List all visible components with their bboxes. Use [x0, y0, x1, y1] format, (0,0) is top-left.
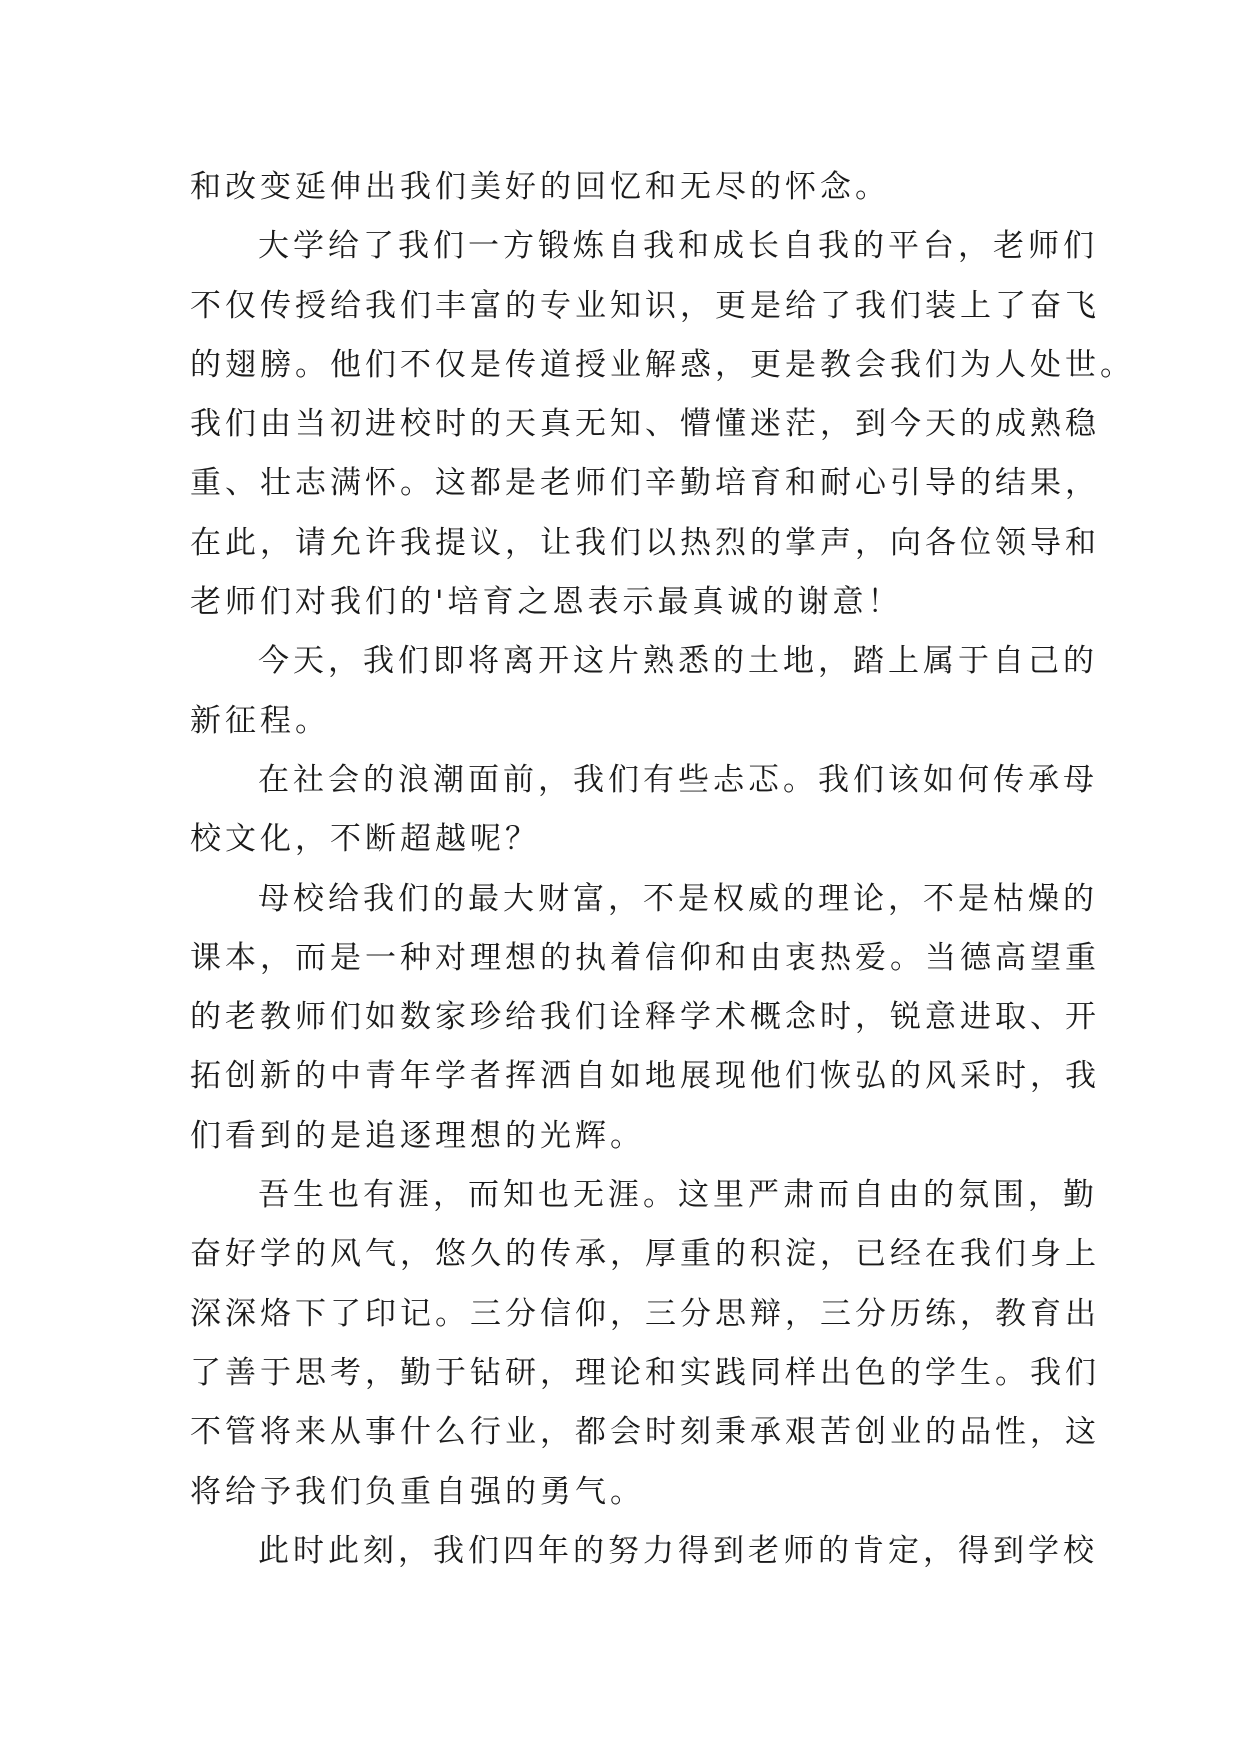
text-line: 们看到的是追逐理想的光辉。	[190, 1117, 645, 1154]
text-line: 课本，而是一种对理想的执着信仰和由衷热爱。当德高望重	[190, 939, 1100, 976]
text-line: 老师们对我们的'培育之恩表示最真诚的谢意！	[190, 584, 903, 621]
text-line: 奋好学的风气，悠久的传承，厚重的积淀，已经在我们身上	[190, 1236, 1100, 1273]
paragraph-start-line: 大学给了我们一方锻炼自我和成长自我的平台，老师们	[258, 228, 1098, 265]
text-line: 在此，请允许我提议，让我们以热烈的掌声，向各位领导和	[190, 524, 1100, 561]
text-line: 校文化，不断超越呢？	[190, 821, 540, 858]
paragraph-start-line: 今天，我们即将离开这片熟悉的土地，踏上属于自己的	[258, 643, 1098, 680]
document-body	[190, 158, 1135, 1581]
text-line: 的老教师们如数家珍给我们诠释学术概念时，锐意进取、开	[190, 999, 1100, 1036]
paragraph-start-line: 母校给我们的最大财富，不是权威的理论，不是枯燥的	[258, 880, 1098, 917]
text-line: 不仅传授给我们丰富的专业知识，更是给了我们装上了奋飞	[190, 287, 1100, 324]
text-line: 的翅膀。他们不仅是传道授业解惑，更是教会我们为人处世。	[190, 346, 1135, 383]
paragraph-start-line: 吾生也有涯，而知也无涯。这里严肃而自由的氛围，勤	[258, 1177, 1098, 1214]
text-line: 将给予我们负重自强的勇气。	[190, 1473, 645, 1510]
text-line: 拓创新的中青年学者挥洒自如地展现他们恢弘的风采时，我	[190, 1058, 1100, 1095]
text-line: 新征程。	[190, 702, 330, 739]
text-line: 深深烙下了印记。三分信仰，三分思辩，三分历练，教育出	[190, 1295, 1100, 1332]
text-line: 和改变延伸出我们美好的回忆和无尽的怀念。	[190, 169, 890, 205]
paragraph-start-line: 此时此刻，我们四年的努力得到老师的肯定，得到学校	[258, 1532, 1098, 1569]
text-line: 重、壮志满怀。这都是老师们辛勤培育和耐心引导的结果，	[190, 465, 1100, 502]
text-line: 我们由当初进校时的天真无知、懵懂迷茫，到今天的成熟稳	[190, 406, 1100, 443]
text-line: 了善于思考，勤于钻研，理论和实践同样出色的学生。我们	[190, 1354, 1100, 1391]
text-line: 不管将来从事什么行业，都会时刻秉承艰苦创业的品性，这	[190, 1414, 1100, 1451]
paragraph-start-line: 在社会的浪潮面前，我们有些忐忑。我们该如何传承母	[258, 761, 1098, 798]
